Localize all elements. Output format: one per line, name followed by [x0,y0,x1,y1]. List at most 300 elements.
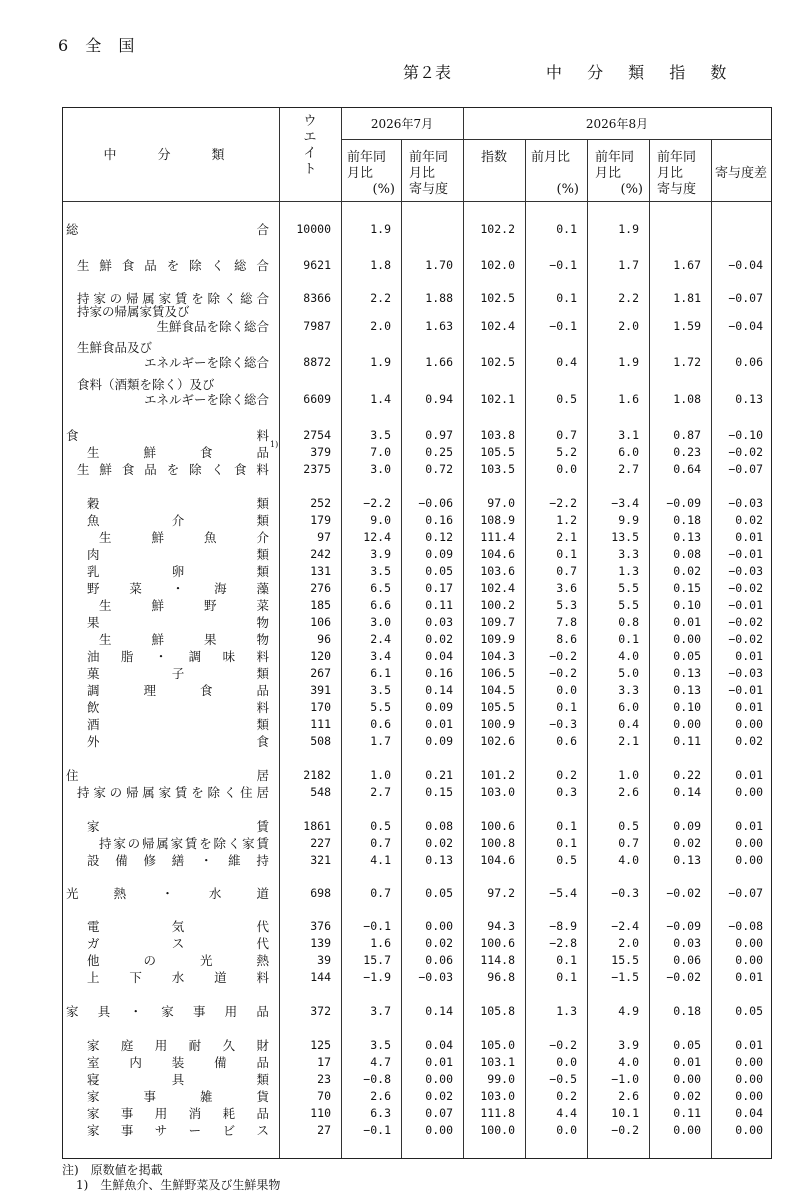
row-label: 家 具 ・ 家 事 用 品 [66,1004,269,1019]
row-label: 生 鮮 果 物 [99,632,269,647]
cell-diff: −0.10 [728,428,763,442]
cell-p1-contrib: 0.06 [425,953,453,967]
cell-mom: −8.9 [549,919,577,933]
cell-mom: 0.1 [556,819,577,833]
cell-weight: 2754 [303,428,331,442]
table-number: 第２表 [403,63,452,82]
cell-index: 103.0 [480,785,515,799]
cell-weight: 379 [310,445,331,459]
header-p2-diff: 寄与度差 [714,166,767,181]
cell-p1-yoy: 3.9 [370,547,391,561]
cell-contrib: 0.02 [673,564,701,578]
cell-mom: 0.3 [556,785,577,799]
cell-diff: 0.06 [735,355,763,369]
cell-contrib: 0.10 [673,598,701,612]
row-label: 家 庭 用 耐 久 財 [87,1038,269,1053]
cell-p1-contrib: 0.72 [425,462,453,476]
cell-p1-yoy: 3.5 [370,428,391,442]
cell-p1-yoy: 6.1 [370,666,391,680]
row-label-cont: エネルギーを除く総合 [143,355,269,370]
cell-p1-contrib: 0.11 [425,598,453,612]
cell-yoy: 0.8 [618,615,639,629]
cell-p1-yoy: 2.6 [370,1089,391,1103]
cell-mom: 0.1 [556,700,577,714]
cell-contrib: 1.81 [673,291,701,305]
cell-mom: 0.0 [556,1123,577,1137]
row-label: 家 賃 [87,819,269,834]
cell-p1-yoy: 1.9 [370,355,391,369]
row-label: 菓 子 類 [87,666,269,681]
row-label-cont: 生鮮食品を除く総合 [156,319,269,334]
cell-index: 103.1 [480,1055,515,1069]
cell-mom: 0.0 [556,1055,577,1069]
cell-yoy: −0.3 [611,886,639,900]
cell-index: 103.5 [480,462,515,476]
cell-index: 102.2 [480,222,515,236]
cell-p1-contrib: 0.04 [425,649,453,663]
cell-p1-contrib: 1.88 [425,291,453,305]
cell-p1-yoy: 1.6 [370,936,391,950]
row-label: 家 事 サ ー ビ ス [87,1123,269,1138]
cell-weight: 139 [310,936,331,950]
cell-contrib: 1.08 [673,392,701,406]
row-label: 調 理 食 品 [87,683,269,698]
cell-index: 109.9 [480,632,515,646]
cell-p1-contrib: 0.03 [425,615,453,629]
cell-yoy: 3.1 [618,428,639,442]
cell-diff: 0.00 [735,953,763,967]
cell-diff: 0.01 [735,530,763,544]
cell-p1-contrib: 0.09 [425,734,453,748]
cell-yoy: −1.0 [611,1072,639,1086]
cell-contrib: 0.00 [673,1072,701,1086]
cell-mom: 0.2 [556,1089,577,1103]
cell-mom: 7.8 [556,615,577,629]
cell-p1-yoy: 7.0 [370,445,391,459]
cell-p1-yoy: 6.3 [370,1106,391,1120]
header-divider [63,201,771,202]
cell-p1-yoy: 0.7 [370,886,391,900]
row-label: 持家の帰属家賃及び [77,304,190,319]
cell-p1-yoy: −1.9 [363,970,391,984]
cell-yoy: 1.6 [618,392,639,406]
cell-yoy: 4.9 [618,1004,639,1018]
cell-contrib: 0.00 [673,632,701,646]
cell-index: 106.5 [480,666,515,680]
cell-p1-yoy: 3.5 [370,1038,391,1052]
cell-weight: 372 [310,1004,331,1018]
cell-mom: −0.5 [549,1072,577,1086]
cell-p1-contrib: 0.08 [425,819,453,833]
row-label: 食 料 [66,428,269,443]
header-index: 指数 [480,150,507,165]
cell-yoy: 0.4 [618,717,639,731]
cell-diff: 0.05 [735,1004,763,1018]
cell-p1-contrib: 0.16 [425,666,453,680]
cell-mom: −0.3 [549,717,577,731]
cell-p1-yoy: 6.6 [370,598,391,612]
cell-diff: −0.04 [728,319,763,333]
cell-p1-contrib: 1.70 [425,258,453,272]
cell-mom: 0.1 [556,970,577,984]
row-label: 設 備 修 繕 ・ 維 持 [87,853,269,868]
cell-index: 105.5 [480,700,515,714]
cell-diff: −0.01 [728,683,763,697]
cell-index: 103.0 [480,1089,515,1103]
cell-p1-yoy: 15.7 [363,953,391,967]
cell-yoy: 5.5 [618,598,639,612]
cell-contrib: 0.01 [673,615,701,629]
header-p2-contrib: 前年同 月比 寄与度 [657,150,697,197]
cell-p1-yoy: 9.0 [370,513,391,527]
cell-yoy: 2.0 [618,319,639,333]
cell-mom: 3.6 [556,581,577,595]
row-label: 生 鮮 食 品 [87,445,269,460]
cell-weight: 70 [317,1089,331,1103]
row-label: 生 鮮 野 菜 [99,598,269,613]
cell-weight: 227 [310,836,331,850]
cell-diff: 0.00 [735,1055,763,1069]
cell-p1-yoy: 4.7 [370,1055,391,1069]
cell-yoy: 5.0 [618,666,639,680]
cell-diff: 0.00 [735,1089,763,1103]
cell-index: 100.2 [480,598,515,612]
cell-yoy: 1.0 [618,768,639,782]
cell-weight: 10000 [296,222,331,236]
cell-diff: 0.01 [735,1038,763,1052]
cell-weight: 110 [310,1106,331,1120]
note-line: 注) 原数値を掲載 [62,1163,163,1177]
cell-diff: 0.00 [735,836,763,850]
cell-p1-contrib: 0.00 [425,1123,453,1137]
cell-index: 104.5 [480,683,515,697]
cell-p1-contrib: 0.15 [425,785,453,799]
cell-p1-contrib: 0.00 [425,1072,453,1086]
cell-contrib: 0.13 [673,683,701,697]
cell-weight: 179 [310,513,331,527]
cell-contrib: 1.72 [673,355,701,369]
cell-p1-yoy: 3.7 [370,1004,391,1018]
cell-diff: −0.03 [728,496,763,510]
cell-mom: −2.8 [549,936,577,950]
row-label: 飲 料 [87,700,269,715]
cell-p1-yoy: 2.7 [370,785,391,799]
cell-index: 100.0 [480,1123,515,1137]
cell-weight: 276 [310,581,331,595]
cell-diff: 0.02 [735,513,763,527]
cell-index: 100.8 [480,836,515,850]
cell-index: 102.6 [480,734,515,748]
cell-contrib: 0.09 [673,819,701,833]
cell-diff: −0.08 [728,919,763,933]
row-label: 総 合 [66,222,269,237]
cell-weight: 27 [317,1123,331,1137]
cell-mom: −0.2 [549,1038,577,1052]
cell-contrib: 1.59 [673,319,701,333]
cell-weight: 97 [317,530,331,544]
row-label: 寝 具 類 [87,1072,269,1087]
cell-mom: 4.4 [556,1106,577,1120]
cell-index: 99.0 [487,1072,515,1086]
cell-p1-contrib: 0.01 [425,1055,453,1069]
cell-p1-yoy: 2.2 [370,291,391,305]
cell-index: 101.2 [480,768,515,782]
row-label: 肉 類 [87,547,269,562]
cell-mom: 1.2 [556,513,577,527]
cell-diff: −0.02 [728,615,763,629]
cell-index: 104.6 [480,547,515,561]
cell-contrib: 0.06 [673,953,701,967]
cell-mom: −5.4 [549,886,577,900]
cell-yoy: 2.6 [618,1089,639,1103]
period-divider [341,139,771,140]
cell-p1-yoy: 3.4 [370,649,391,663]
cell-p1-contrib: 0.12 [425,530,453,544]
cell-index: 102.5 [480,355,515,369]
cell-mom: 5.2 [556,445,577,459]
cell-p1-yoy: 0.6 [370,717,391,731]
header-period1: 2026年7月 [370,117,434,131]
cell-p1-contrib: 0.94 [425,392,453,406]
cell-p1-yoy: 1.9 [370,222,391,236]
cell-contrib: 0.13 [673,530,701,544]
cell-p1-contrib: 0.97 [425,428,453,442]
cell-p1-contrib: 0.02 [425,632,453,646]
cell-diff: 0.02 [735,734,763,748]
cell-contrib: 0.02 [673,836,701,850]
cell-contrib: 0.87 [673,428,701,442]
cell-p1-yoy: −0.1 [363,919,391,933]
cell-index: 97.2 [487,886,515,900]
cell-index: 114.8 [480,953,515,967]
page-header: 6 全 国 [58,36,141,55]
cell-yoy: 4.0 [618,853,639,867]
cell-diff: 0.00 [735,1123,763,1137]
row-label: 酒 類 [87,717,269,732]
cell-p1-yoy: 3.0 [370,615,391,629]
cell-p1-yoy: 0.5 [370,819,391,833]
cell-weight: 242 [310,547,331,561]
cell-p1-contrib: 0.04 [425,1038,453,1052]
cell-index: 102.4 [480,581,515,595]
cell-contrib: 0.11 [673,1106,701,1120]
cell-p1-yoy: 3.5 [370,564,391,578]
cell-index: 102.5 [480,291,515,305]
cell-weight: 321 [310,853,331,867]
cell-mom: 0.0 [556,683,577,697]
cell-weight: 144 [310,970,331,984]
cell-contrib: 0.11 [673,734,701,748]
cell-diff: −0.07 [728,462,763,476]
cell-diff: 0.13 [735,392,763,406]
cell-weight: 267 [310,666,331,680]
cell-p1-contrib: 0.02 [425,1089,453,1103]
cell-index: 111.8 [480,1106,515,1120]
header-p1-contrib: 前年同 月比 寄与度 [409,150,449,197]
cell-p1-contrib: 0.21 [425,768,453,782]
cell-contrib: 0.05 [673,649,701,663]
cell-p1-yoy: 1.4 [370,392,391,406]
cell-p1-contrib: 1.63 [425,319,453,333]
row-label: ガ ス 代 [87,936,269,951]
cell-index: 103.6 [480,564,515,578]
cell-yoy: 0.7 [618,836,639,850]
cell-weight: 106 [310,615,331,629]
row-label: 室 内 装 備 品 [87,1055,269,1070]
cell-mom: −0.1 [549,319,577,333]
row-label: 油 脂 ・ 調 味 料 [87,649,269,664]
cell-yoy: 1.9 [618,355,639,369]
cell-diff: 0.00 [735,717,763,731]
cell-index: 105.8 [480,1004,515,1018]
cell-weight: 548 [310,785,331,799]
row-label: 魚 介 類 [87,513,269,528]
cell-weight: 376 [310,919,331,933]
cell-contrib: 0.13 [673,666,701,680]
cell-diff: 0.01 [735,649,763,663]
cell-p1-contrib: 0.14 [425,1004,453,1018]
cell-p1-contrib: 0.25 [425,445,453,459]
cell-contrib: −0.02 [666,970,701,984]
header-category: 中 分 類 [103,148,239,163]
cell-contrib: 0.18 [673,513,701,527]
header-p2-yoy: 前年同 月比 (%) [595,150,643,197]
cell-weight: 111 [310,717,331,731]
notes [62,1163,280,1193]
cell-yoy: 3.3 [618,683,639,697]
cell-yoy: −0.2 [611,1123,639,1137]
cell-p1-contrib: −0.06 [418,496,453,510]
row-label: 住 居 [66,768,269,783]
row-label: 乳 卵 類 [87,564,269,579]
cell-weight: 185 [310,598,331,612]
cell-p1-yoy: 6.5 [370,581,391,595]
cell-p1-yoy: 1.7 [370,734,391,748]
cell-mom: −0.2 [549,666,577,680]
cell-index: 100.6 [480,936,515,950]
row-label: 生 鮮 食 品 を 除 く 食 料 [77,462,269,477]
cell-contrib: 0.15 [673,581,701,595]
cell-contrib: 0.64 [673,462,701,476]
cell-diff: 0.01 [735,700,763,714]
cell-diff: 0.00 [735,853,763,867]
cell-p1-yoy: 12.4 [363,530,391,544]
cell-p1-contrib: −0.03 [418,970,453,984]
cell-weight: 2182 [303,768,331,782]
cell-weight: 8872 [303,355,331,369]
index-table [62,107,772,1159]
cell-mom: 0.1 [556,222,577,236]
cell-mom: 0.5 [556,392,577,406]
cell-weight: 120 [310,649,331,663]
cell-yoy: 2.1 [618,734,639,748]
cell-diff: 0.04 [735,1106,763,1120]
cell-p1-contrib: 0.02 [425,836,453,850]
cell-p1-yoy: 2.4 [370,632,391,646]
cell-index: 105.0 [480,1038,515,1052]
cell-mom: 0.5 [556,853,577,867]
cell-contrib: 0.03 [673,936,701,950]
cell-index: 104.6 [480,853,515,867]
cell-p1-yoy: 3.5 [370,683,391,697]
cell-p1-yoy: 3.0 [370,462,391,476]
cell-mom: 0.0 [556,462,577,476]
cell-p1-yoy: −2.2 [363,496,391,510]
cell-contrib: 0.14 [673,785,701,799]
cell-index: 103.8 [480,428,515,442]
cell-mom: 1.3 [556,1004,577,1018]
cell-yoy: 6.0 [618,445,639,459]
cell-p1-contrib: 0.13 [425,853,453,867]
cell-weight: 698 [310,886,331,900]
cell-contrib: 0.05 [673,1038,701,1052]
header-weight: ウ エ イ ト [303,114,317,177]
cell-p1-contrib: 0.01 [425,717,453,731]
cell-contrib: 1.67 [673,258,701,272]
cell-diff: −0.02 [728,445,763,459]
cell-yoy: 2.0 [618,936,639,950]
cell-diff: −0.03 [728,564,763,578]
cell-mom: 0.1 [556,291,577,305]
cell-index: 100.6 [480,819,515,833]
row-label: 外 食 [87,734,269,749]
cell-index: 108.9 [480,513,515,527]
cell-p1-yoy: 1.0 [370,768,391,782]
cell-yoy: −1.5 [611,970,639,984]
cell-mom: 0.7 [556,564,577,578]
footnote-mark: 1) [270,440,279,449]
cell-p1-contrib: 0.09 [425,700,453,714]
cell-diff: 0.00 [735,785,763,799]
cell-mom: −0.1 [549,258,577,272]
cell-yoy: 6.0 [618,700,639,714]
cell-p1-contrib: 0.00 [425,919,453,933]
cell-yoy: −2.4 [611,919,639,933]
cell-yoy: 3.9 [618,1038,639,1052]
row-label: 他 の 光 熱 [87,953,269,968]
cell-mom: 8.6 [556,632,577,646]
cell-mom: −2.2 [549,496,577,510]
cell-mom: 0.7 [556,428,577,442]
cell-diff: −0.07 [728,886,763,900]
cell-weight: 9621 [303,258,331,272]
cell-diff: 0.00 [735,1072,763,1086]
row-label: 穀 類 [87,496,269,511]
cell-weight: 23 [317,1072,331,1086]
cell-p1-contrib: 0.17 [425,581,453,595]
cell-index: 111.4 [480,530,515,544]
cell-contrib: 0.01 [673,1055,701,1069]
cell-p1-contrib: 0.14 [425,683,453,697]
cell-contrib: 0.08 [673,547,701,561]
cell-diff: −0.07 [728,291,763,305]
cell-yoy: 1.3 [618,564,639,578]
cell-mom: 5.3 [556,598,577,612]
cell-yoy: 3.3 [618,547,639,561]
cell-mom: 2.1 [556,530,577,544]
cell-p1-contrib: 0.05 [425,564,453,578]
cell-contrib: 0.22 [673,768,701,782]
cell-weight: 17 [317,1055,331,1069]
cell-contrib: 0.18 [673,1004,701,1018]
cell-weight: 125 [310,1038,331,1052]
row-label: 持 家 の 帰 属 家 賃 を 除 く 家 賃 [99,836,269,851]
row-label-cont: エネルギーを除く総合 [143,392,269,407]
cell-weight: 391 [310,683,331,697]
cell-mom: 0.1 [556,953,577,967]
cell-p1-contrib: 0.02 [425,936,453,950]
cell-mom: 0.1 [556,547,577,561]
